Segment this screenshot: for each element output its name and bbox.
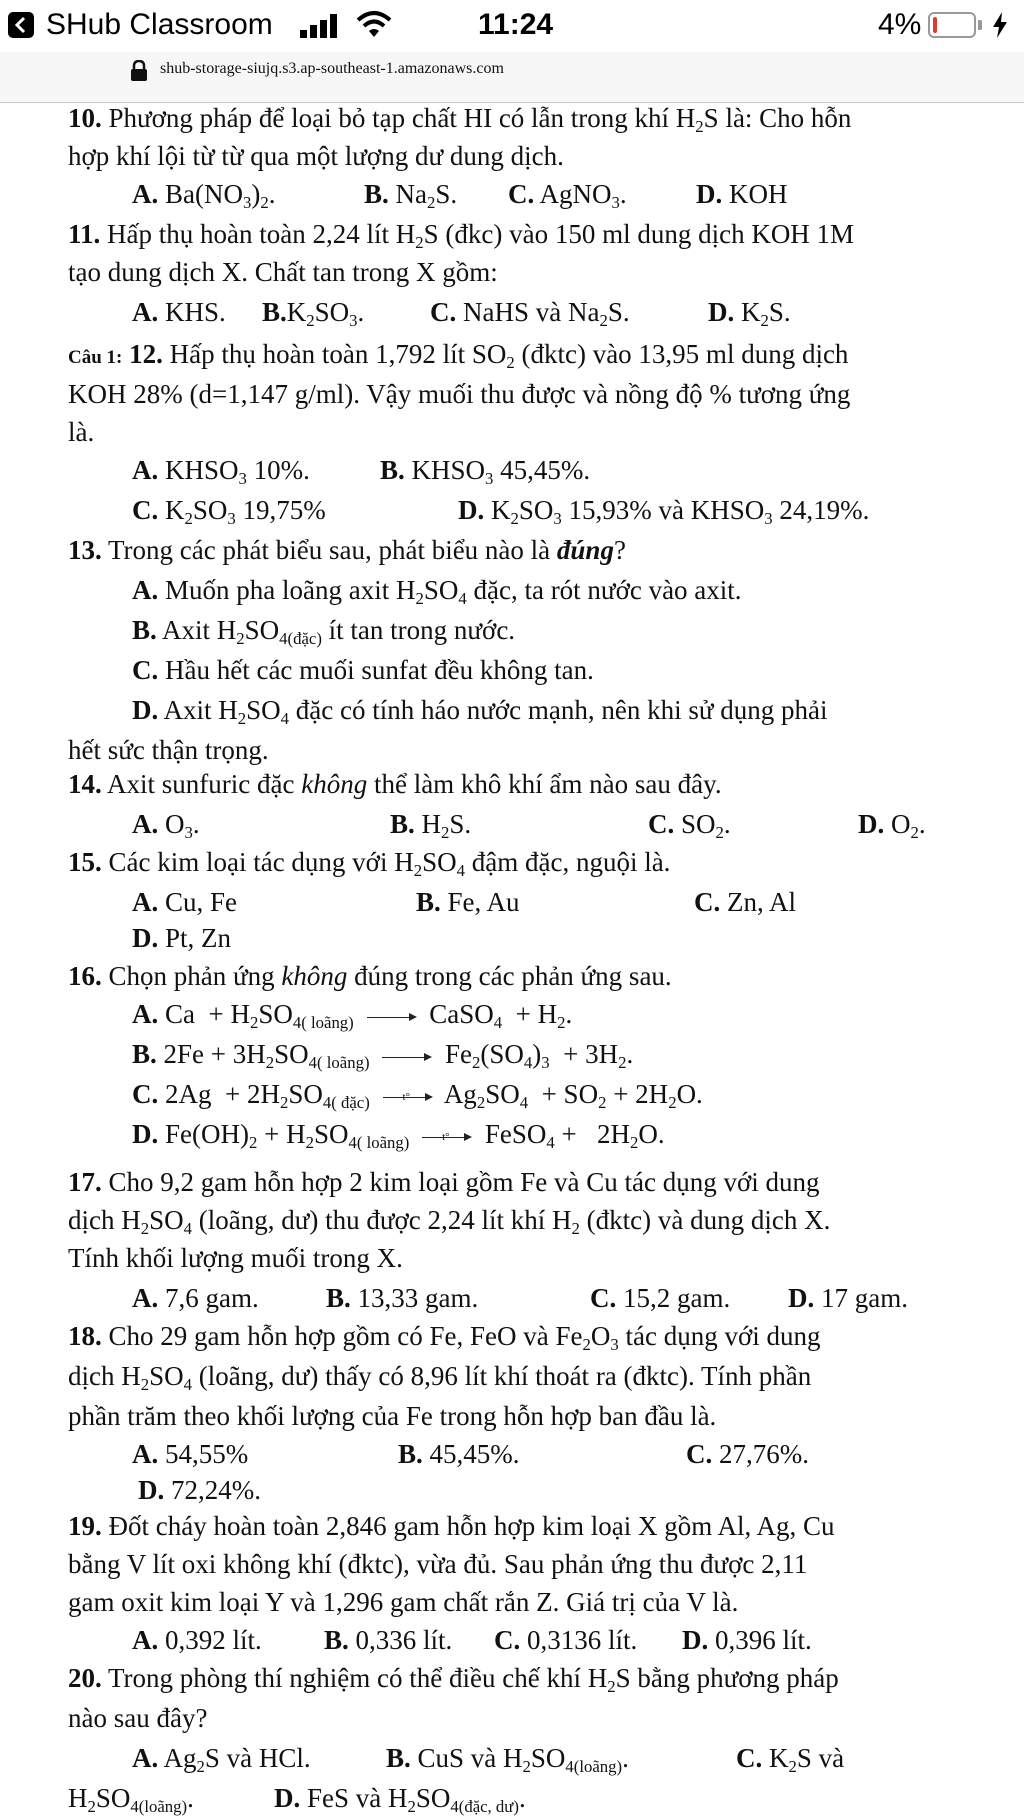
q11-answer-a: A. KHS. (132, 297, 226, 327)
question-20-line2: nào sau đây? (68, 1703, 208, 1733)
q17-answer-b: B. 13,33 gam. (326, 1283, 479, 1313)
q18-answer-b: B. 45,45%. (398, 1439, 520, 1469)
question-10-line2: hợp khí lội từ từ qua một lượng dư dung dịch. (68, 141, 564, 171)
q16-answer-b: B. $2Fe + 3H_2SO_{4( loãng)}$ $Fe_2(SO_4)_3 + 3H_2$. (132, 1039, 634, 1073)
battery-tip (978, 20, 982, 30)
q13-answer-c: C. Hầu hết các muối sunfat đều không tan. (132, 655, 594, 685)
q14-answer-c: C. $SO_2$. (648, 809, 731, 843)
cellular-signal-icon (300, 14, 348, 38)
question-12: Câu 1: 12. Hấp thụ hoàn toàn 1,792 lít $SO_2$ (đktc) vào 13,95 ml dung dịch (68, 339, 849, 373)
battery-percentage: 4% (878, 8, 922, 41)
q18-answer-a: A. 54,55% (132, 1439, 249, 1469)
question-18-line2: dịch $H_2SO_4$ (loãng, dư) thấy có 8,96 lít khí thoát ra (đktc). Tính phần (68, 1361, 812, 1395)
question-17: 17. Cho 9,2 gam hỗn hợp 2 kim loại gồm Fe và Cu tác dụng với dung (68, 1167, 820, 1197)
q17-answer-a: A. 7,6 gam. (132, 1283, 259, 1313)
q16-answer-c: C. $2Ag + 2H_2SO_{4( đặc)}$ t° $Ag_2SO_4 + SO_2 + 2H_2O$. (132, 1079, 703, 1113)
q13-answer-d: D. Axit $H_2SO_4$ đặc có tính háo nước mạnh, nên khi sử dụng phải (132, 695, 828, 729)
wifi-icon (356, 10, 392, 38)
question-14: 14. Axit sunfuric đặc không thể làm khô khí ẩm nào sau đây. (68, 769, 722, 799)
question-17-line3: Tính khối lượng muối trong X. (68, 1243, 403, 1273)
question-20: 20. Trong phòng thí nghiệm có thể điều chế khí $H_2S$ bằng phương pháp (68, 1663, 839, 1697)
q17-answer-c: C. 15,2 gam. (590, 1283, 731, 1313)
question-11-line2: tạo dung dịch X. Chất tan trong X gồm: (68, 257, 498, 287)
question-18-line3: phần trăm theo khối lượng của Fe trong hỗn hợp ban đầu là. (68, 1401, 717, 1431)
q10-answer-d: D. KOH (696, 179, 788, 209)
q11-answer-c: C. NaHS và $Na_2S$. (430, 297, 630, 331)
question-12-line3: là. (68, 417, 95, 447)
q11-answer-b: $B.K_2SO_3$. (262, 297, 365, 331)
q16-answer-a: A. $Ca + H_2SO_{4( loãng)}$ CaSO$_4$ + $H_2$. (132, 999, 573, 1033)
q14-answer-a: A. $O_3$. (132, 809, 200, 843)
q14-answer-b: B. $H_2S$. (390, 809, 472, 843)
q19-answer-d: D. 0,396 lít. (682, 1625, 812, 1655)
q20-answer-d: D. FeS và $H_2SO_{4(đặc, dư)}$. (274, 1783, 526, 1817)
q14-answer-d: D. $O_2$. (858, 809, 926, 843)
clock-time: 11:24 (478, 8, 554, 41)
battery-icon (928, 12, 976, 38)
q18-answer-d: D. 72,24%. (138, 1475, 261, 1505)
question-15: 15. Các kim loại tác dụng với $H_2SO_4$ đậm đặc, nguội là. (68, 847, 671, 881)
question-12-line2: KOH 28% (d=1,147 g/ml). Vậy muối thu được và nồng độ % tương ứng (68, 379, 851, 409)
q19-answer-c: C. 0,3136 lít. (494, 1625, 638, 1655)
question-18: 18. Cho 29 gam hỗn hợp gồm có Fe, FeO và $Fe_2O_3$ tác dụng với dung (68, 1321, 821, 1355)
q12-answer-a: A. $KHSO_3$ 10%. (132, 455, 310, 489)
question-17-line2: dịch $H_2SO_4$ (loãng, dư) thu được 2,24 lít khí $H_2$ (đktc) và dung dịch X. (68, 1205, 831, 1239)
question-10: 10. Phương pháp để loại bỏ tạp chất HI có lẫn trong khí $H_2S$ là: Cho hỗn (68, 103, 852, 137)
page-url[interactable]: shub-storage-siujq.s3.ap-southeast-1.amazonaws.com (160, 60, 504, 77)
lock-icon (130, 60, 148, 82)
q13-answer-a: A. Muốn pha loãng axit $H_2SO_4$ đặc, ta rót nước vào axit. (132, 575, 742, 609)
q10-answer-a: A. $Ba(NO_3)_2$. (132, 179, 276, 213)
q18-answer-c: C. 27,76%. (686, 1439, 809, 1469)
q15-answer-a: A. Cu, Fe (132, 887, 238, 917)
q20-answer-a: A. $Ag_2S$ và HCl. (132, 1743, 311, 1777)
q13-answer-b: B. Axit $H_2SO_{4(đặc)}$ ít tan trong nước. (132, 615, 516, 649)
q20-answer-c: C. $K_2S$ và (736, 1743, 845, 1777)
charging-bolt-icon (992, 12, 1008, 38)
q12-answer-b: B. $KHSO_3$ 45,45%. (380, 455, 591, 489)
question-19-line3: gam oxit kim loại Y và 1,296 gam chất rắn Z. Giá trị của V là. (68, 1587, 739, 1617)
q16-answer-d: D. $Fe(OH)_2 + H_2SO_{4( loãng)}$ t° FeSO$_4$ + $2H_2O$. (132, 1119, 665, 1153)
q13-answer-d-tail: hết sức thận trọng. (68, 735, 269, 765)
back-to-app-icon[interactable] (8, 12, 34, 38)
q11-answer-d: D. $K_2S$. (708, 297, 791, 331)
q15-answer-b: B. Fe, Au (416, 887, 520, 917)
question-19-line2: bằng V lít oxi không khí (đktc), vừa đủ. Sau phản ứng thu được 2,11 (68, 1549, 808, 1579)
status-bar (0, 0, 1024, 52)
url-bar[interactable] (0, 52, 1024, 103)
question-13: 13. Trong các phát biểu sau, phát biểu nào là đúng? (68, 535, 626, 565)
q20-answer-b: B. CuS và $H_2SO_{4(loãng)}$. (386, 1743, 629, 1777)
q17-answer-d: D. 17 gam. (788, 1283, 908, 1313)
question-19: 19. Đốt cháy hoàn toàn 2,846 gam hỗn hợp kim loại X gồm Al, Ag, Cu (68, 1511, 835, 1541)
back-app-label[interactable]: SHub Classroom (46, 8, 273, 41)
q19-answer-b: B. 0,336 lít. (324, 1625, 453, 1655)
q15-answer-d: D. Pt, Zn (132, 923, 232, 953)
q15-answer-c: C. Zn, Al (694, 887, 797, 917)
q12-answer-d: D. $K_2SO_3$ 15,93% và $KHSO_3$ 24,19%. (458, 495, 870, 529)
question-11: 11. Hấp thụ hoàn toàn 2,24 lít $H_2S$ (đkc) vào 150 ml dung dịch KOH 1M (68, 219, 855, 253)
q10-answer-c: C. AgNO$_3$. (508, 179, 627, 213)
q12-answer-c: C. $K_2SO_3$ 19,75% (132, 495, 326, 529)
q20-answer-c-tail: $H_2SO_{4(loãng)}$. (68, 1783, 194, 1817)
question-16: 16. Chọn phản ứng không đúng trong các phản ứng sau. (68, 961, 672, 991)
q10-answer-b: B. $Na_2S$. (364, 179, 458, 213)
q19-answer-a: A. 0,392 lít. (132, 1625, 262, 1655)
